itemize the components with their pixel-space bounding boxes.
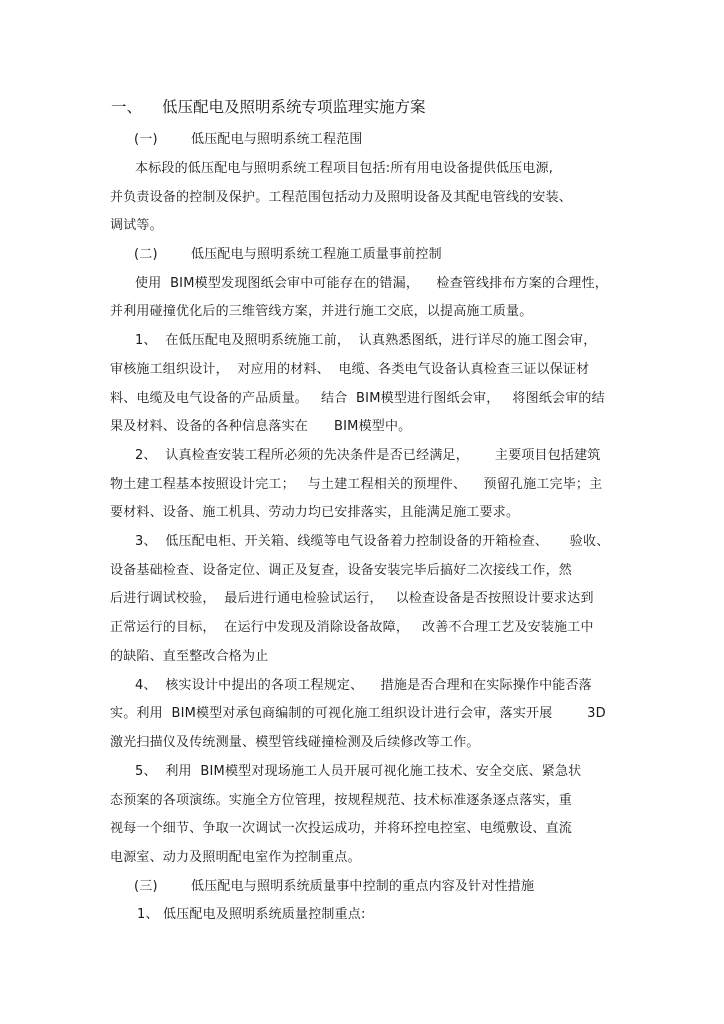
paragraph-line: 2、 认真检查安装工程所必须的先决条件是否已经满足， 主要项目包括建筑 <box>135 448 601 463</box>
paragraph-line: 视每一个细节、争取一次调试一次投运成功，并将环控电控室、电缆敷设、直流 <box>110 821 573 836</box>
subsection-heading-1 <box>134 130 363 150</box>
paragraph-line: 要材料、设备、施工机具、劳动力均已安排落实，且能满足施工要求。 <box>110 505 520 520</box>
paragraph-line: 正常运行的目标， 在运行中发现及消除设备故障， 改善不合理工艺及安装施工中 <box>110 620 594 635</box>
paragraph-line: 调试等。 <box>110 218 163 233</box>
paragraph-line: 并负责设备的控制及保护。工程范围包括动力及照明设备及其配电管线的安装、 <box>110 190 573 205</box>
subsection-heading-2 <box>134 245 442 265</box>
section-heading <box>111 96 426 118</box>
subsection-title: 低压配电与照明系统工程范围 <box>191 132 363 147</box>
subsection-number: (一) <box>134 132 158 147</box>
subsection-title: 低压配电与照明系统工程施工质量事前控制 <box>191 247 442 262</box>
paragraph-line: 5、 利用 BIM模型对现场施工人员开展可视化施工技术、安全交底、紧急状 <box>135 764 582 779</box>
paragraph-line: 3、 低压配电柜、开关箱、线缆等电气设备着力控制设备的开箱检查、 验收、 <box>135 534 610 549</box>
paragraph-line: 实。利用 BIM模型对承包商编制的可视化施工组织设计进行会审，落实开展 3D <box>110 706 606 721</box>
paragraph-line: 态预案的各项演练。实施全方位管理，按规程规范、技术标准逐条逐点落实，重 <box>110 793 573 808</box>
paragraph-line: 电源室、动力及照明配电室作为控制重点。 <box>110 850 361 865</box>
paragraph-line: 1、 在低压配电及照明系统施工前， 认真熟悉图纸，进行详尽的施工图会审， <box>135 333 597 348</box>
subsection-number: (三) <box>134 879 158 894</box>
paragraph-line: 并利用碰撞优化后的三维管线方案，并进行施工交底，以提高施工质量。 <box>110 304 533 319</box>
paragraph-line: 本标段的低压配电与照明系统工程项目包括:所有用电设备提供低压电源, <box>135 161 554 176</box>
paragraph-line: 使用 BIM模型发现图纸会审中可能存在的错漏， 检查管线排布方案的合理性， <box>135 276 608 291</box>
section-title: 低压配电及照明系统专项监理实施方案 <box>162 98 426 116</box>
paragraph-line: 料、电缆及电气设备的产品质量。 结合 BIM模型进行图纸会审， 将图纸会审的结 <box>110 391 605 406</box>
subsection-title: 低压配电与照明系统质量事中控制的重点内容及针对性措施 <box>191 879 535 894</box>
paragraph-line: 物土建工程基本按照设计完工； 与土建工程相关的预埋件、 预留孔施工完毕；主 <box>110 477 603 492</box>
paragraph-line: 的缺陷、直至整改合格为止 <box>110 649 269 664</box>
paragraph-line: 设备基础检查、设备定位、调正及复查，设备安装完毕后搞好二次接线工作，然 <box>110 563 573 578</box>
paragraph-line: 1、 低压配电及照明系统质量控制重点: <box>137 907 366 922</box>
paragraph-line: 后进行调试校验， 最后进行通电检验试运行， 以检查设备是否按照设计要求达到 <box>110 591 594 606</box>
subsection-heading-3 <box>134 877 534 897</box>
paragraph-line: 果及材料、设备的各种信息落实在 BIM模型中。 <box>110 419 412 434</box>
paragraph-line: 4、 核实设计中提出的各项工程规定、 措施是否合理和在实际操作中能否落 <box>135 678 592 693</box>
subsection-number: (二) <box>134 247 158 262</box>
paragraph-line: 激光扫描仪及传统测量、模型管线碰撞检测及后续修改等工作。 <box>110 735 480 750</box>
paragraph-line: 审核施工组织设计， 对应用的材料、 电缆、各类电气设备认真检查三证以保证材 <box>110 362 590 377</box>
section-number: 一、 <box>111 98 143 116</box>
